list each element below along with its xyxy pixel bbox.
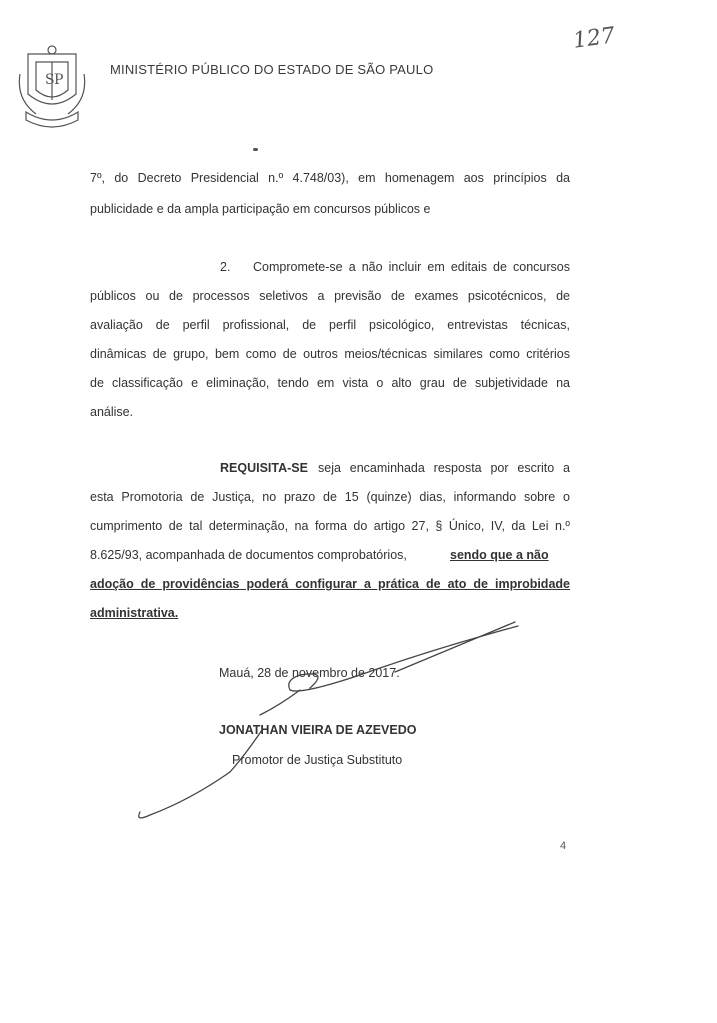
handwritten-page-number: 127	[571, 23, 617, 54]
place-date: Mauá, 28 de novembro de 2017.	[219, 666, 400, 680]
paragraph-3-line-5: adoção de providências poderá configurar a prática de ato de improbidade	[90, 577, 570, 591]
paragraph-3-line-4: 8.625/93, acompanhada de documentos comprobatórios,	[90, 548, 407, 562]
paragraph-2-line-2: públicos ou de processos seletivos a previsão de exames psicotécnicos, de	[90, 289, 570, 303]
svg-text:S: S	[45, 72, 55, 88]
state-seal-icon	[16, 44, 88, 128]
paragraph-3-line-6: administrativa.	[90, 606, 179, 620]
corner-mark: 4	[560, 840, 567, 852]
institution-name: MINISTÉRIO PÚBLICO DO ESTADO DE SÃO PAULO	[110, 62, 434, 77]
signatory-role: Promotor de Justiça Substituto	[232, 753, 403, 767]
paragraph-3-line-2: esta Promotoria de Justiça, no prazo de 15 (quinze) dias, informando sobre o	[90, 490, 570, 504]
paragraph-2-number: 2.	[220, 260, 231, 274]
paragraph-1-line-2: publicidade e da ampla participação em concursos públicos e	[90, 202, 431, 216]
paragraph-2-line-3: avaliação de perfil profissional, de perfil psicológico, entrevistas técnicas,	[90, 318, 570, 332]
paragraph-2-line-6: análise.	[90, 405, 134, 419]
requisita-keyword: REQUISITA-SE	[220, 461, 308, 475]
signatory-name: JONATHAN VIEIRA DE AZEVEDO	[219, 723, 417, 737]
paragraph-3-line-3: cumprimento de tal determinação, na forma do artigo 27, § Único, IV, da Lei n.º	[90, 519, 570, 533]
paragraph-2-line-5: de classificação e eliminação, tendo em vista o alto grau de subjetividade na	[90, 376, 570, 390]
paragraph-2-line-1: Compromete-se a não incluir em editais de concursos	[253, 260, 570, 274]
svg-text:P: P	[54, 72, 64, 88]
paragraph-3-line-1: seja encaminhada resposta por escrito a	[318, 461, 570, 475]
paragraph-2-line-4: dinâmicas de grupo, bem como de outros meios/técnicas similares como critérios	[90, 347, 570, 361]
paragraph-1-line-1: 7º, do Decreto Presidencial n.º 4.748/03), em homenagem aos princípios da	[90, 171, 570, 185]
scan-speck	[253, 148, 258, 151]
paragraph-3-line-4-emphasis: sendo que a não	[450, 548, 549, 562]
